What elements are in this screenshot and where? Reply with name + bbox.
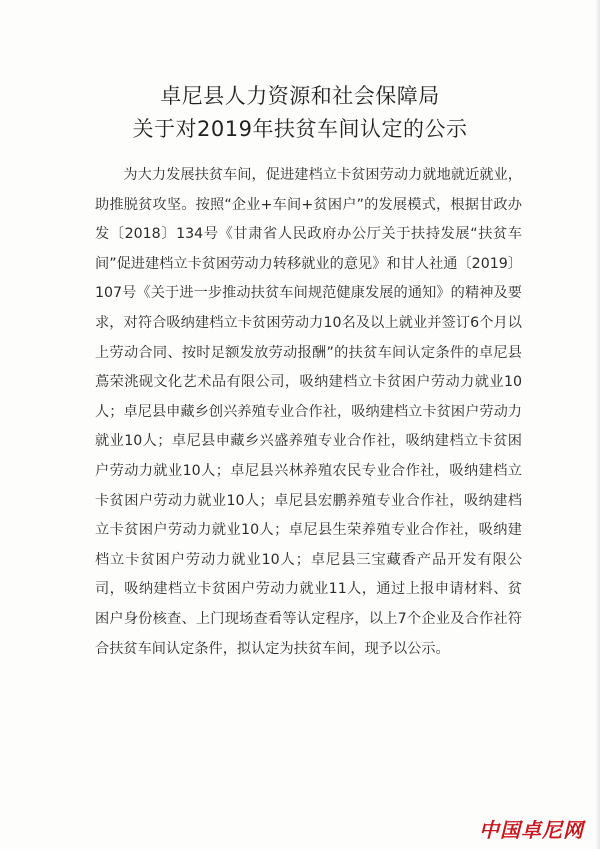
site-watermark-logo: 中国卓尼网 (479, 818, 584, 842)
document-title-line1: 卓尼县人力资源和社会保障局 (160, 84, 440, 108)
document-body-paragraph: 为大力发展扶贫车间，促进建档立卡贫困劳动力就地就近就业，助推脱贫攻坚。按照“企业+车间+贫困户”的发展模式，根据甘政办发〔2018〕134号《甘肃省人民政府办公厅关于扶持发展“扶贫车间”促进建档立卡贫困劳动力转移就业的意见》和甘人社通〔2019〕107号《关于进一步推动扶贫车间规范健康发展的通知》的精神及要求，对符合吸纳建档立卡贫困劳动力10名及以上就业并签订6个月以上劳动合同、按时足额发放劳动报酬”的扶贫车间认定条件的卓尼县蔦荣洮砚文化艺术品有限公司，吸纳建档立卡贫困户劳动力就业10人；卓尼县申藏乡创兴养殖专业合作社，吸纳建档立卡贫困户劳动力就业10人；卓尼县申藏乡兴盛养殖专业合作社，吸纳建档立卡贫困户劳动力就业10人；卓尼县兴林养殖农民专业合作社，吸纳建档立卡贫困户劳动力就业10人；卓尼县宏鹏养殖专业合作社，吸纳建档立卡贫困户劳动力就业10人；卓尼县生荣养殖专业合作社，吸纳建档立卡贫困户劳动力就业10人；卓尼县三宝藏香产品开发有限公司，吸纳建档立卡贫困户劳动力就业11人，通过上报申请材料、贫困户身份核查、上门现场查看等认定程序，以上7个企业及合作社符合扶贫车间认定条件，拟认定为扶贫车间，现予以公示。 (95, 167, 522, 657)
document-title-line2: 关于对2019年扶贫车间认定的公示 (132, 117, 468, 141)
